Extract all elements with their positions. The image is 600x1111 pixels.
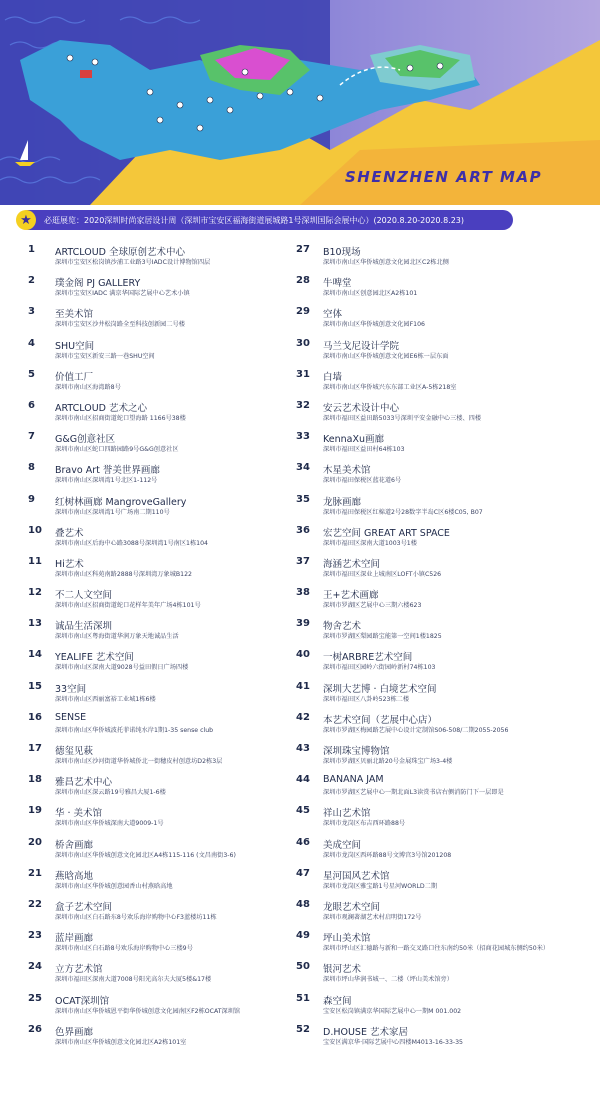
venue-name: 森空间: [323, 995, 352, 1007]
venue-number: 3: [28, 306, 35, 318]
venue-number: 22: [28, 898, 42, 910]
venue-number: 20: [28, 836, 42, 848]
venue-name: D.HOUSE 艺术家居: [323, 1026, 408, 1038]
venue-name: OCAT深圳馆: [55, 995, 110, 1007]
venue-item: [28, 494, 313, 525]
venue-address: 深圳市福田保税区红棉道2号28数字半岛C区6楼C05, B07: [323, 508, 483, 516]
venue-item: [28, 369, 313, 400]
venue-number: 35: [296, 493, 310, 505]
venue-address: 深圳市罗湖区梅园路艺展中心设计定制馆S06-508/二期2055-2056: [323, 726, 509, 734]
venue-address: 深圳市福田区园岭六街园岭新村74栋103: [323, 664, 436, 672]
venue-address: 深圳市宝安区新安三路一巷SHU空间: [55, 352, 155, 360]
venue-name: 诚品生活深圳: [55, 621, 113, 633]
venue-number: 48: [296, 898, 310, 910]
venue-item: [296, 712, 581, 743]
venue-name: 空体: [323, 309, 343, 321]
venue-number: 37: [296, 555, 310, 567]
venue-name: SHU空间: [55, 340, 95, 352]
venue-number: 6: [28, 399, 35, 411]
venue-name: 璞金阁 PJ GALLERY: [55, 278, 141, 290]
venue-item: [296, 961, 581, 992]
venue-item: [28, 525, 313, 556]
venue-address: 深圳市南山区华侨城创意文化园北区A2栋101室: [55, 1038, 187, 1046]
venue-number: 51: [296, 992, 310, 1004]
venue-address: 深圳市龙岗区布吉西环路88号: [323, 820, 406, 828]
venue-item: [28, 899, 313, 930]
venue-name: 蓝岸画廊: [55, 933, 94, 945]
venue-name: B10现场: [323, 247, 361, 258]
venue-item: [296, 275, 581, 306]
venue-address: 深圳市宝安区松岗镇沙浦工业路3号IADC设计博物馆四层: [55, 259, 211, 266]
venue-name: ARTCLOUD 全球原创艺术中心: [55, 247, 186, 258]
venue-number: 46: [296, 836, 310, 848]
venue-item: [28, 993, 313, 1024]
venue-number: 1: [28, 244, 35, 255]
venue-address: 深圳市宝安区IADC 满京华国际艺展中心艺术小镇: [55, 290, 190, 298]
venue-name: 物舍艺术: [323, 621, 362, 633]
map-title: SHENZHEN ART MAP: [345, 168, 543, 186]
venue-item: [28, 868, 313, 899]
venue-address: 深圳市南山区白石路东8号欢乐海岸购物中心F3蓝楼坊11栋: [55, 913, 217, 921]
venue-name: 星河国风艺术馆: [323, 870, 390, 882]
venue-item: [296, 930, 581, 961]
venue-number: 50: [296, 961, 310, 973]
venue-name: G&G创意社区: [55, 434, 116, 446]
venue-name: 坪山美术馆: [323, 933, 371, 945]
venue-name: 立方艺术馆: [55, 964, 103, 976]
venue-number: 24: [28, 961, 42, 973]
venue-item: [28, 837, 313, 868]
venue-number: 19: [28, 805, 42, 817]
venue-number: 31: [296, 368, 310, 380]
venue-address: 深圳市南山区华侨城创意文化园E6栋一层东面: [323, 352, 449, 360]
venue-name: 盒子艺术空间: [55, 901, 113, 913]
venue-address: 宝安区松岗镇满京华国际艺展中心一期M 001.002: [323, 1007, 462, 1015]
venue-column-right: [296, 244, 581, 1055]
venue-address: 深圳市南山区华侨城创意文化园北区C2栋北侧: [323, 259, 449, 266]
venue-name: 美成空间: [323, 839, 362, 851]
venue-number: 14: [28, 649, 42, 661]
venue-address: 深圳市福田区深南大道7008号阳光高尔夫大厦5楼&17楼: [55, 976, 212, 984]
venue-number: 33: [296, 431, 310, 443]
venue-number: 29: [296, 306, 310, 318]
venue-item: [28, 275, 313, 306]
venue-address: 深圳市南山区华侨城深南大道9009-1号: [55, 820, 164, 828]
venue-name: 海涵艺术空间: [323, 558, 381, 570]
venue-address: 深圳市南山区招商街道蛇口花样年美年广场4栋101号: [55, 602, 201, 610]
venue-address: 深圳市南山区华侨城创意文化园F106: [323, 321, 425, 329]
star-icon: ★: [16, 210, 36, 230]
venue-name: 德玺见萩: [55, 746, 94, 757]
venue-item: [296, 462, 581, 493]
venue-number: 43: [296, 743, 310, 754]
venue-item: [296, 494, 581, 525]
venue-number: 32: [296, 399, 310, 411]
venue-name: Hi艺术: [55, 558, 84, 570]
venue-address: 宝安区满京华·国际艺展中心四楼M4013-16-33-35: [323, 1038, 463, 1046]
venue-name: KennaXu画廊: [323, 434, 384, 446]
venue-number: 28: [296, 275, 310, 287]
venue-item: [28, 400, 313, 431]
venue-name: 牛啤堂: [323, 278, 352, 290]
venue-item: [296, 244, 581, 275]
venue-address: 深圳市罗湖区艺展中心一期北面L3读赏书店右侧消防门下一层即是: [323, 789, 504, 797]
venue-number: 40: [296, 649, 310, 661]
venue-number: 23: [28, 930, 42, 942]
venue-address: 深圳市南山区深云路19号雅昌大厦1-6楼: [55, 789, 166, 797]
venue-item: [28, 712, 313, 743]
venue-address: 深圳市南山区沙河街道华侨城侨北一街穗皮村创意坊D2栋3层: [55, 758, 223, 765]
venue-item: [296, 525, 581, 556]
venue-item: [28, 774, 313, 805]
venue-name: ARTCLOUD 艺术之心: [55, 402, 148, 414]
venue-number: 10: [28, 524, 42, 536]
venue-name: 雅昌艺术中心: [55, 777, 113, 789]
venue-name: 宏艺空间 GREAT ART SPACE: [323, 527, 450, 539]
venue-address: 深圳市罗湖区贝丽北路20号金展珠宝广场3-4楼: [323, 758, 453, 765]
venue-number: 9: [28, 493, 35, 505]
venue-name: 色界画廊: [55, 1026, 94, 1038]
venue-address: 深圳市宝安区沙井松岗路全至科技创新园二号楼: [55, 321, 185, 329]
venue-number: 30: [296, 337, 310, 349]
featured-exhibition-text: 必逛展览：2020深圳时尚家居设计周（深圳市宝安区福海街道展城路1号深圳国际会展中心）(2020.8.20-2020.8.23): [44, 215, 465, 225]
venue-name: 桥舍画廊: [55, 839, 94, 851]
venue-item: [28, 462, 313, 493]
venue-item: [296, 369, 581, 400]
venue-number: 11: [28, 555, 42, 567]
venue-address: 深圳市观澜著湖艺术村启明街172号: [323, 913, 422, 921]
venue-name: 银河艺术: [323, 964, 362, 976]
venue-number: 8: [28, 462, 35, 474]
venue-number: 38: [296, 587, 310, 599]
venue-address: 深圳市南山区科苑南路2888号深圳湾万象城B122: [55, 570, 192, 578]
venue-address: 深圳市坪山华润书城一、二楼（坪山美术馆旁）: [323, 976, 453, 984]
venue-name: 马兰戈尼设计学院: [323, 340, 400, 352]
venue-address: 深圳市龙岗区西环路88号文博宫3号馆201208: [323, 851, 452, 859]
venue-number: 27: [296, 244, 310, 255]
venue-name: 白墙: [323, 371, 343, 383]
venue-item: [296, 431, 581, 462]
venue-address: 深圳市坪山区汇德路与新和一路交叉路口往东南约50米（招商花园城东侧约50米）: [323, 945, 550, 953]
venue-name: Bravo Art 誉美世界画廊: [55, 465, 160, 477]
venue-number: 44: [296, 774, 310, 786]
venue-item: [28, 961, 313, 992]
venue-number: 21: [28, 867, 42, 879]
featured-exhibition-banner: [18, 210, 513, 230]
venue-name: 红树林画廊 MangroveGallery: [55, 496, 187, 508]
venue-address: 深圳市南山区华侨城兴东东部工业区A-5栋218室: [323, 383, 457, 391]
venue-name: 至美术馆: [55, 309, 94, 321]
venue-address: 深圳市南山区华侨城波托菲诺纯水岸1期1-35 sense club: [55, 726, 214, 734]
venue-number: 41: [296, 680, 310, 692]
venue-number: 49: [296, 930, 310, 942]
flag-icon: [80, 70, 92, 78]
venue-item: [296, 649, 581, 680]
venue-item: [28, 306, 313, 337]
venue-item: [28, 556, 313, 587]
venue-number: 34: [296, 462, 310, 474]
venue-address: 深圳市福田保税区蓝花道6号: [323, 477, 402, 485]
venue-item: [28, 681, 313, 712]
venue-item: [296, 1024, 581, 1055]
venue-name: 价值工厂: [55, 371, 94, 383]
venue-address: 深圳市南山区招商街道蛇口望海路 1166号38楼: [55, 414, 186, 422]
venue-item: [28, 618, 313, 649]
venue-name: 祥山艺术馆: [323, 808, 371, 820]
venue-address: 深圳市南山区华侨城创意园香山村燕晗高地: [55, 882, 173, 890]
venue-item: [296, 400, 581, 431]
venue-item: [296, 556, 581, 587]
venue-address: 深圳市罗湖区艺展中心三期六楼623: [323, 602, 422, 610]
venue-address: 深圳市福田区深南大道1003号1楼: [323, 539, 417, 547]
venue-number: 7: [28, 431, 35, 443]
venue-number: 12: [28, 587, 42, 599]
venue-item: [28, 587, 313, 618]
venue-number: 26: [28, 1023, 42, 1035]
venue-number: 4: [28, 337, 35, 349]
venue-column-left: [28, 244, 313, 1055]
venue-number: 39: [296, 618, 310, 630]
venue-item: [296, 837, 581, 868]
venue-name: 深圳大艺博 · 白境艺术空间: [323, 683, 437, 695]
venue-number: 5: [28, 368, 35, 380]
venue-address: 深圳市南山区后海中心路3088号深圳湾1号南区1栋104: [55, 539, 208, 547]
venue-number: 16: [28, 711, 42, 723]
venue-name: 一树ARBRE艺术空间: [323, 652, 413, 664]
venue-name: 安云艺术设计中心: [323, 402, 400, 414]
venue-address: 深圳市南山区深圳湾1号北区1-112号: [55, 477, 158, 485]
venue-item: [28, 930, 313, 961]
venue-name: 木星美术馆: [323, 465, 371, 477]
venue-item: [28, 431, 313, 462]
venue-item: [296, 618, 581, 649]
venue-address: 深圳市南山区深圳湾1号广场南二期110号: [55, 508, 170, 516]
venue-address: 深圳市福田区益田路5033号深圳平安金融中心三楼、四楼: [323, 414, 482, 422]
venue-item: [296, 868, 581, 899]
venue-item: [296, 338, 581, 369]
venue-name: SENSE: [55, 711, 87, 723]
venue-address: 深圳市龙岗区雅宝路1号星河WORLD二期: [323, 882, 438, 890]
venue-name: BANANA JAM: [323, 774, 384, 786]
venue-number: 36: [296, 524, 310, 536]
venue-number: 15: [28, 680, 42, 692]
venue-address: 深圳市南山区粤海街道华润万象天地诚品生活: [55, 633, 179, 641]
venue-address: 深圳市南山区华侨城恩平街华侨城创意文化园南区F2栋OCAT深圳馆: [55, 1007, 241, 1015]
venue-item: [296, 587, 581, 618]
venue-name: 深圳珠宝博物馆: [323, 746, 390, 757]
venue-name: 本艺术空间（艺展中心店）: [323, 714, 438, 726]
venue-name: 龙脉画廊: [323, 496, 362, 508]
venue-number: 47: [296, 867, 310, 879]
shenzhen-art-map-illustration: [0, 0, 600, 205]
venue-address: 深圳市福田区八卦岭523栋二楼: [323, 695, 410, 703]
venue-number: 2: [28, 275, 35, 287]
venue-item: [296, 774, 581, 805]
venue-item: [28, 244, 313, 275]
venue-name: 不二人文空间: [55, 590, 113, 602]
venue-item: [28, 1024, 313, 1055]
venue-name: 叠艺术: [55, 527, 84, 539]
venue-item: [28, 338, 313, 369]
venue-number: 25: [28, 992, 42, 1004]
venue-address: 深圳市南山区白石路8号欢乐海岸购物中心三楼9号: [55, 945, 193, 953]
venue-address: 深圳市南山区华侨城创意文化园北区A4栋115-116 (文昌南街3-6): [55, 851, 236, 859]
venue-name: 燕晗高地: [55, 870, 94, 882]
venue-item: [296, 681, 581, 712]
venue-item: [28, 743, 313, 774]
venue-number: 42: [296, 711, 310, 723]
venue-name: 33空间: [55, 683, 87, 695]
venue-address: 深圳市南山区海湾路8号: [55, 383, 121, 391]
venue-name: 王+艺术画廊: [323, 590, 379, 602]
venue-number: 13: [28, 618, 42, 630]
venue-item: [296, 805, 581, 836]
venue-item: [296, 743, 581, 774]
venue-item: [28, 805, 313, 836]
venue-address: 深圳市南山区西丽富裕工业城1栋6楼: [55, 695, 156, 703]
venue-name: 华 · 美术馆: [55, 808, 103, 820]
venue-name: 龙眼艺术空间: [323, 901, 381, 913]
venue-number: 17: [28, 743, 42, 754]
venue-item: [28, 649, 313, 680]
venue-address: 深圳市罗湖区梨园路宝能第一空间1楼1825: [323, 633, 442, 641]
venue-address: 深圳市福田区益田村64栋103: [323, 446, 405, 454]
venue-address: 深圳市南山区蛇口四路园路9号G&G创意社区: [55, 446, 179, 454]
venue-address: 深圳市南山区深南大道9028号益田假日广场四楼: [55, 664, 189, 672]
venue-number: 18: [28, 774, 42, 786]
venue-item: [296, 306, 581, 337]
venue-address: 深圳市福田区深业上城南区LOFT小镇C526: [323, 570, 442, 578]
venue-item: [296, 993, 581, 1024]
venue-number: 45: [296, 805, 310, 817]
venue-item: [296, 899, 581, 930]
venue-name: YEALIFE 艺术空间: [55, 652, 134, 664]
venue-number: 52: [296, 1023, 310, 1035]
venue-address: 深圳市南山区创意园北区A2栋101: [323, 290, 418, 298]
